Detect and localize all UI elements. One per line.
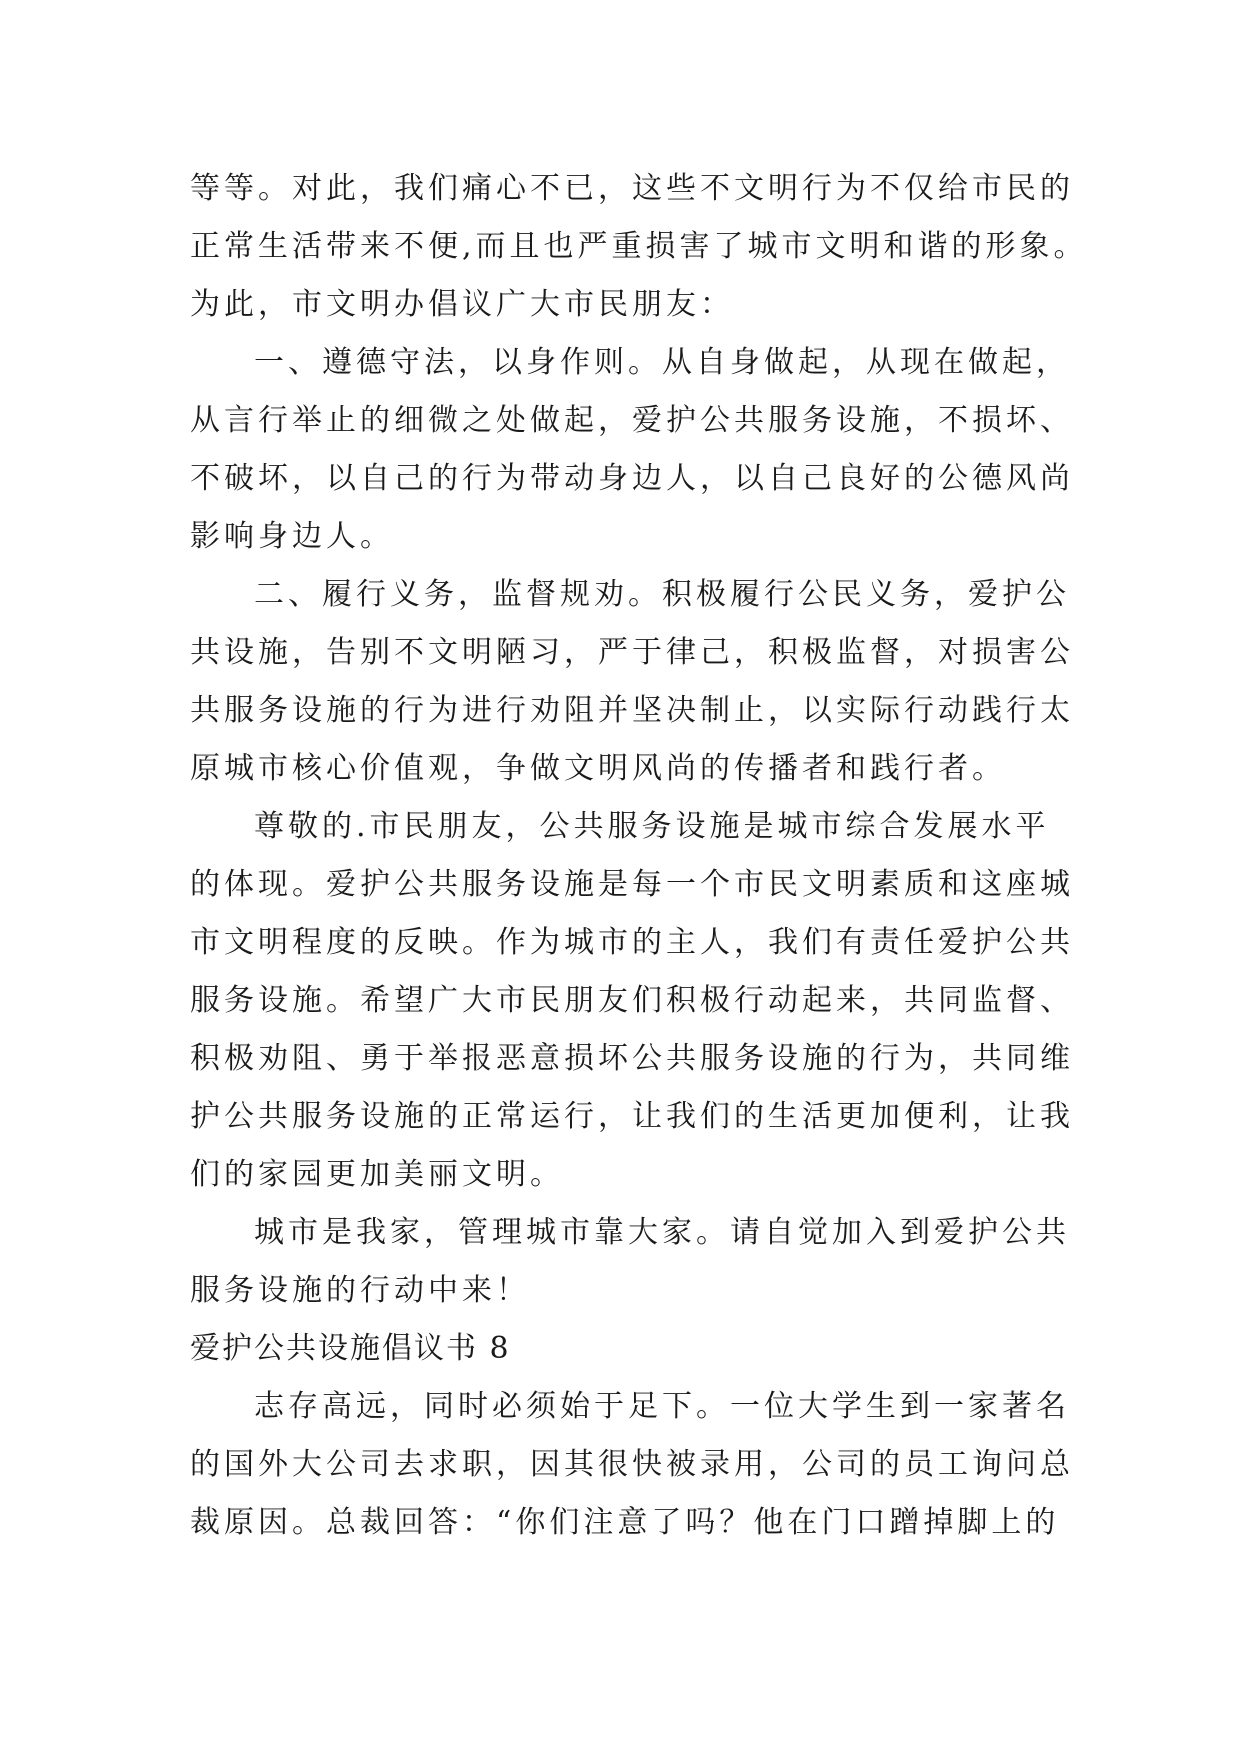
- text-line: 服务设施。希望广大市民朋友们积极行动起来，共同监督、: [190, 983, 1074, 1018]
- text-line: 护公共服务设施的正常运行，让我们的生活更加便利，让我: [190, 1099, 1074, 1134]
- text-line: 积极劝阻、勇于举报恶意损坏公共服务设施的行为，共同维: [190, 1041, 1074, 1076]
- text-line: 共服务设施的行为进行劝阻并坚决制止，以实际行动践行太: [190, 693, 1074, 728]
- paragraph-first-line: 志存高远，同时必须始于足下。一位大学生到一家著名: [254, 1389, 1070, 1424]
- text-line: 原城市核心价值观，争做文明风尚的传播者和践行者。: [190, 751, 1006, 786]
- text-line: 共设施，告别不文明陋习，严于律己，积极监督，对损害公: [190, 635, 1074, 670]
- text-line: 市文明程度的反映。作为城市的主人，我们有责任爱护公共: [190, 925, 1074, 960]
- text-line: 等等。对此，我们痛心不已，这些不文明行为不仅给市民的: [190, 171, 1074, 206]
- text-line: 正常生活带来不便,而且也严重损害了城市文明和谐的形象。: [190, 229, 1088, 264]
- text-line: 不破坏，以自己的行为带动身边人，以自己良好的公德风尚: [190, 461, 1074, 496]
- paragraph-first-line: 城市是我家，管理城市靠大家。请自觉加入到爱护公共: [254, 1215, 1070, 1250]
- text-line: 的国外大公司去求职，因其很快被录用，公司的员工询问总: [190, 1447, 1074, 1482]
- text-line: 影响身边人。: [190, 519, 394, 554]
- paragraph-first-line: 尊敬的.市民朋友，公共服务设施是城市综合发展水平: [254, 809, 1050, 844]
- text-line: 裁原因。总裁回答：“你们注意了吗？他在门口蹭掉脚上的: [190, 1505, 1060, 1540]
- section-heading: 爱护公共设施倡议书 8: [190, 1331, 511, 1366]
- text-line: 为此，市文明办倡议广大市民朋友：: [190, 287, 734, 322]
- paragraph-first-line: 二、履行义务，监督规劝。积极履行公民义务，爱护公: [254, 577, 1070, 612]
- text-line: 服务设施的行动中来！: [190, 1273, 530, 1308]
- text-line: 的体现。爱护公共服务设施是每一个市民文明素质和这座城: [190, 867, 1074, 902]
- text-line: 们的家园更加美丽文明。: [190, 1157, 564, 1192]
- paragraph-first-line: 一、遵德守法，以身作则。从自身做起，从现在做起，: [254, 345, 1070, 380]
- text-line: 从言行举止的细微之处做起，爱护公共服务设施，不损坏、: [190, 403, 1074, 438]
- document-body: [190, 160, 1090, 1552]
